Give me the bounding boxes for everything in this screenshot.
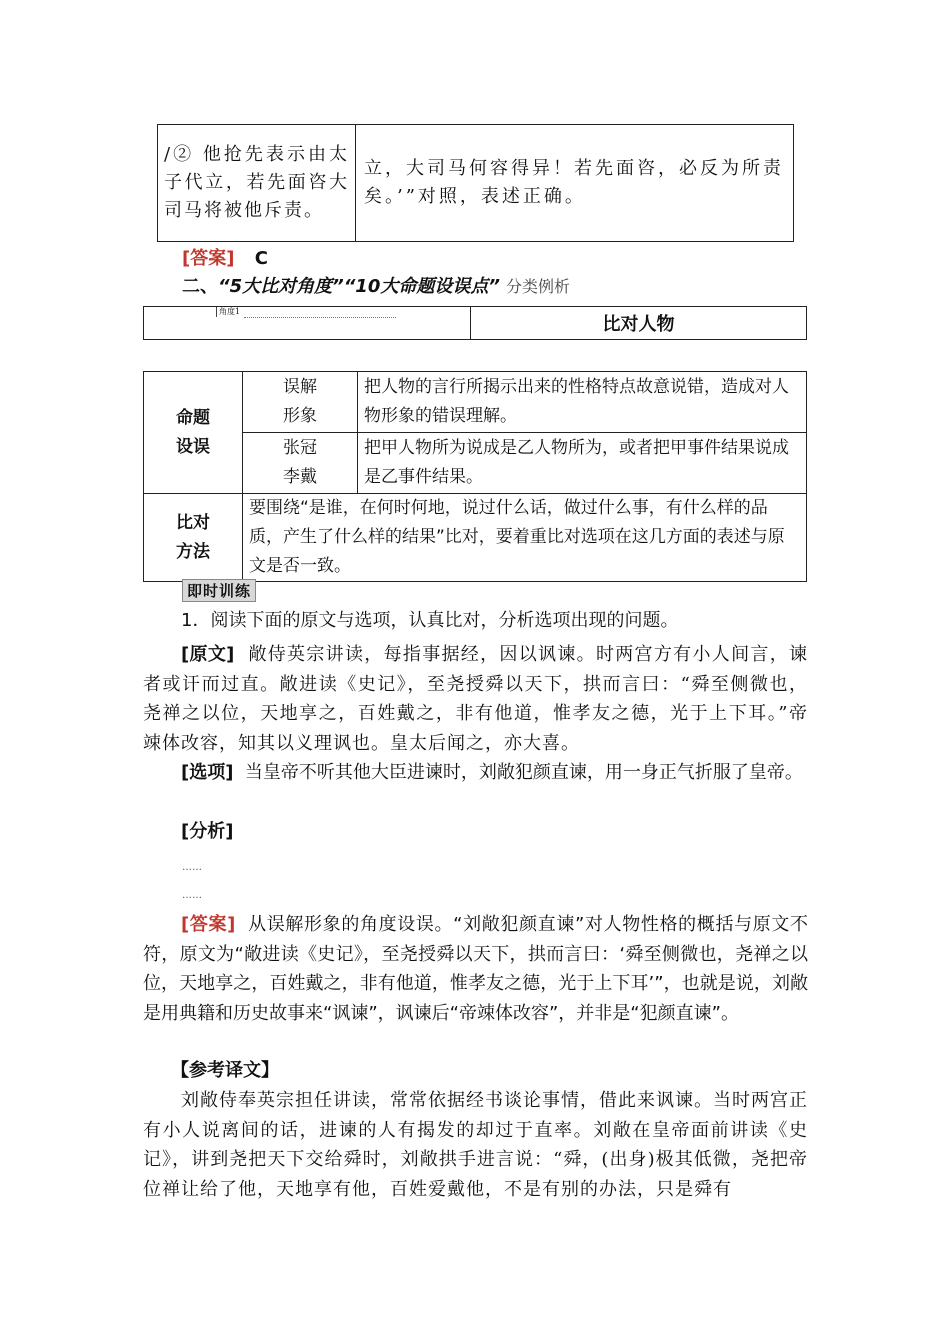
continuation-right-cell: 立，大司马何容得异！若先面咨，必反为所责矣。’”对照，表述正确。 — [356, 125, 794, 242]
translation-text: 刘敞侍奉英宗担任讲读，常常依据经书谈论事情，借此来讽谏。当时两宫正有小人说离间的话，进谏的人有揭发的却过于直率。刘敞在皇帝面前讲读《史记》，讲到尧把天下交给舜时，刘敞拱手进言说：“舜，(出身)极其低微，尧把帝位禅让给了他，天地享有他，百姓爱戴他，不是有别的办法，只是舜有 — [143, 1090, 808, 1200]
original-label: [原文] — [181, 644, 235, 665]
method-table — [143, 371, 807, 582]
angle-title: 比对人物 — [471, 307, 807, 340]
answer-value: C — [254, 248, 268, 269]
compare-method-label: 比对方法 — [144, 494, 243, 582]
continuation-table — [157, 124, 794, 242]
practice-tag: 即时训练 — [182, 579, 256, 602]
answer-2-label: [答案] — [181, 914, 236, 935]
option-body: 当皇帝不听其他大臣进谏时，刘敞犯颜直谏，用一身正气折服了皇帝。 — [244, 762, 803, 783]
method-row-label: 命题设误 — [144, 372, 243, 494]
section-title: 二、“5大比对角度”“10大命题设误点” 分类例析 — [182, 276, 570, 297]
answer-line-1 — [182, 244, 268, 270]
option-label: [选项] — [181, 762, 234, 783]
method-text-2: 把甲人物所为说成是乙人物所为，或者把甲事件结果说成是乙事件结果。 — [358, 433, 807, 494]
translation-heading: 【参考译文】 — [171, 1060, 279, 1081]
angle-tag-cell — [144, 307, 471, 340]
original-body: 敞侍英宗讲读，每指事据经，因以讽谏。时两宫方有小人间言，谏者或讦而过直。敞进读《史记》，至尧授舜以天下，拱而言曰：“舜至侧微也，尧禅之以位，天地享之，百姓戴之，非有他道，惟孝友之德，光于上下耳。”帝竦体改容，知其以义理讽也。皇太后闻之，亦大喜。 — [143, 644, 808, 754]
option-text — [143, 758, 808, 788]
angle-tag-line — [244, 317, 396, 318]
method-sub-1: 误解形象 — [243, 372, 358, 433]
analysis-label: [分析] — [181, 821, 234, 842]
question-1: 1．阅读下面的原文与选项，认真比对，分析选项出现的问题。 — [181, 610, 679, 631]
angle-header-table — [143, 306, 807, 340]
angle-tag: 角度1 — [216, 307, 240, 317]
compare-method-text: 要围绕“是谁，在何时何地，说过什么话，做过什么事，有什么样的品质，产生了什么样的结果”比对，要着重比对选项在这几方面的表述与原文是否一致。 — [243, 494, 807, 582]
answer-label: [答案] — [182, 248, 235, 269]
analysis — [143, 817, 808, 847]
method-text-1: 把人物的言行所揭示出来的性格特点故意说错，造成对人物形象的错误理解。 — [358, 372, 807, 433]
original-text — [143, 640, 808, 758]
method-sub-2: 张冠李戴 — [243, 433, 358, 494]
blank-line-1: …… — [182, 862, 202, 873]
answer-2 — [143, 910, 808, 1028]
answer-2-body: 从误解形象的角度设误。“刘敞犯颜直谏”对人物性格的概括与原文不符，原文为“敞进读《史记》，至尧授舜以天下，拱而言曰：‘舜至侧微也，尧禅之以位，天地享之，百姓戴之，非有他道，惟孝友之德，光于上下耳’”，也就是说，刘敞是用典籍和历史故事来“讽谏”，讽谏后“帝竦体改容”，并非是“犯颜直谏”。 — [143, 914, 809, 1024]
blank-line-2: …… — [182, 890, 202, 901]
continuation-left-cell: /② 他抢先表示由太子代立，若先面咨大司马将被他斥责。 — [158, 125, 356, 242]
